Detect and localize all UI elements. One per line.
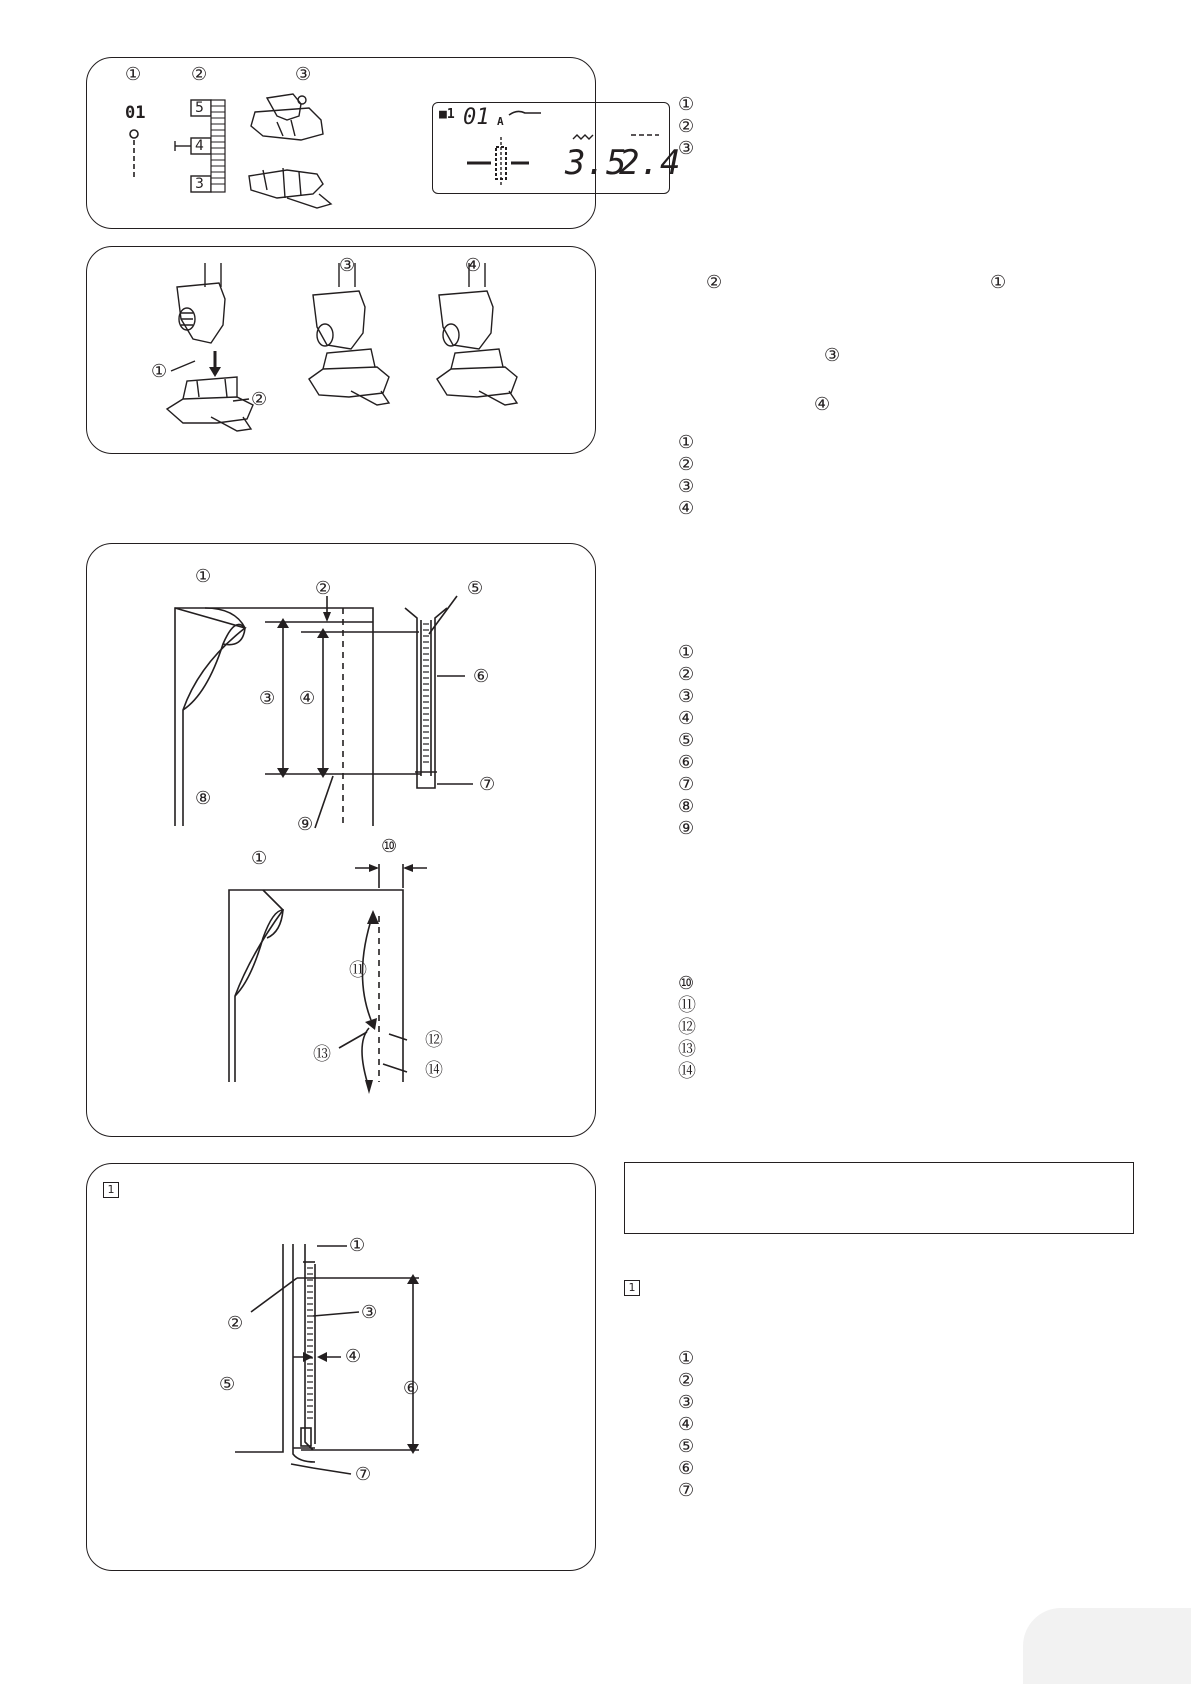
legend-3b-item: ⑪: [678, 995, 696, 1016]
legend-3a-item: ⑧: [678, 796, 695, 817]
fig4-step-number: 1: [103, 1182, 119, 1198]
legend-3b: [678, 973, 696, 1083]
zipper-foot-illustration: [87, 247, 597, 455]
lcd-mode-icon: ■1: [439, 107, 455, 122]
panel-attach-foot: [86, 246, 596, 454]
fig3-marker-2: ②: [315, 578, 332, 599]
legend-3a: [678, 642, 694, 840]
fig1-marker-2: ②: [191, 64, 208, 85]
fig3-marker-9: ⑨: [297, 814, 314, 835]
legend-4-item: ①: [678, 1348, 695, 1369]
fig2-marker-1: ①: [151, 361, 168, 382]
legend-3b-item: ⑭: [678, 1061, 696, 1082]
legend-3a-item: ②: [678, 664, 695, 685]
legend-2-item: ④: [678, 498, 695, 519]
fig4-marker-6: ⑥: [403, 1378, 420, 1399]
legend-3a-item: ①: [678, 642, 695, 663]
legend-2-item: ①: [678, 432, 695, 453]
zipper-sewing-illustration: [87, 1164, 597, 1572]
page-corner-tab: [1023, 1608, 1191, 1684]
lcd-width: 3.5: [565, 143, 627, 183]
legend-3a-item: ⑤: [678, 730, 695, 751]
pattern-number: 01: [125, 103, 146, 123]
zipper-prep-illustration: [87, 544, 597, 1138]
panel-zipper-sewing: [86, 1163, 596, 1571]
fig3-marker-10: ⑩: [381, 836, 398, 857]
legend-2: [678, 432, 694, 520]
fig4-marker-5: ⑤: [219, 1374, 236, 1395]
fig2-marker-2: ②: [251, 389, 268, 410]
legend-4-item: ④: [678, 1414, 695, 1435]
fig3-marker-7: ⑦: [479, 774, 496, 795]
legend-1-item: ①: [678, 94, 695, 115]
fig1-marker-1: ①: [125, 64, 142, 85]
text2-marker-a: ②: [706, 272, 723, 293]
dial-value-3: 3: [195, 176, 204, 192]
legend-4-item: ⑦: [678, 1480, 695, 1501]
dial-value-5: 5: [195, 100, 204, 116]
lcd-pattern: 01: [463, 105, 490, 130]
legend-4-item: ⑥: [678, 1458, 695, 1479]
fig3-marker-8: ⑧: [195, 788, 212, 809]
legend-4-item: ③: [678, 1392, 695, 1413]
legend-3a-item: ⑦: [678, 774, 695, 795]
legend-4-item: ⑤: [678, 1436, 695, 1457]
legend-3b-item: ⑬: [678, 1039, 696, 1060]
legend-1-item: ③: [678, 138, 695, 159]
panel-stitch-settings: [86, 57, 681, 229]
legend-4-item: ②: [678, 1370, 695, 1391]
legend-1: [678, 94, 694, 160]
lcd-display: [432, 102, 681, 194]
dial-value-4: 4: [195, 138, 204, 154]
fig4-marker-7: ⑦: [355, 1464, 372, 1485]
text2-marker-b: ①: [990, 272, 1007, 293]
panel-zipper-prep: [86, 543, 596, 1137]
note-box: [624, 1162, 1134, 1234]
legend-2-item: ②: [678, 454, 695, 475]
fig3-marker-3: ③: [259, 688, 276, 709]
step-number: 1: [624, 1280, 640, 1296]
fig3-marker-13: ⑬: [313, 1044, 331, 1065]
lcd-foot-letter: A: [497, 115, 504, 128]
legend-3b-item: ⑩: [678, 973, 695, 994]
fig4-marker-1: ①: [349, 1235, 366, 1256]
fig4-marker-3: ③: [361, 1302, 378, 1323]
text2-marker-d: ④: [814, 394, 831, 415]
fig3-marker-1b: ①: [251, 848, 268, 869]
fig3-marker-5: ⑤: [467, 578, 484, 599]
fig3-marker-4: ④: [299, 688, 316, 709]
legend-1-item: ②: [678, 116, 695, 137]
fig2-marker-3: ③: [339, 255, 356, 276]
fig1-marker-3: ③: [295, 64, 312, 85]
legend-3a-item: ③: [678, 686, 695, 707]
fig4-marker-2: ②: [227, 1313, 244, 1334]
legend-3a-item: ⑨: [678, 818, 695, 839]
legend-3b-item: ⑫: [678, 1017, 696, 1038]
fig3-marker-1: ①: [195, 566, 212, 587]
fig3-marker-6: ⑥: [473, 666, 490, 687]
legend-2-item: ③: [678, 476, 695, 497]
text2-marker-c: ③: [824, 345, 841, 366]
lcd-length: 2.4: [619, 143, 681, 183]
fig4-marker-4: ④: [345, 1346, 362, 1367]
legend-3a-item: ④: [678, 708, 695, 729]
fig3-marker-14: ⑭: [425, 1060, 443, 1081]
fig3-marker-11: ⑪: [349, 960, 367, 981]
fig3-marker-12: ⑫: [425, 1030, 443, 1051]
legend-4: [678, 1348, 694, 1502]
legend-3a-item: ⑥: [678, 752, 695, 773]
fig2-marker-4: ④: [465, 255, 482, 276]
